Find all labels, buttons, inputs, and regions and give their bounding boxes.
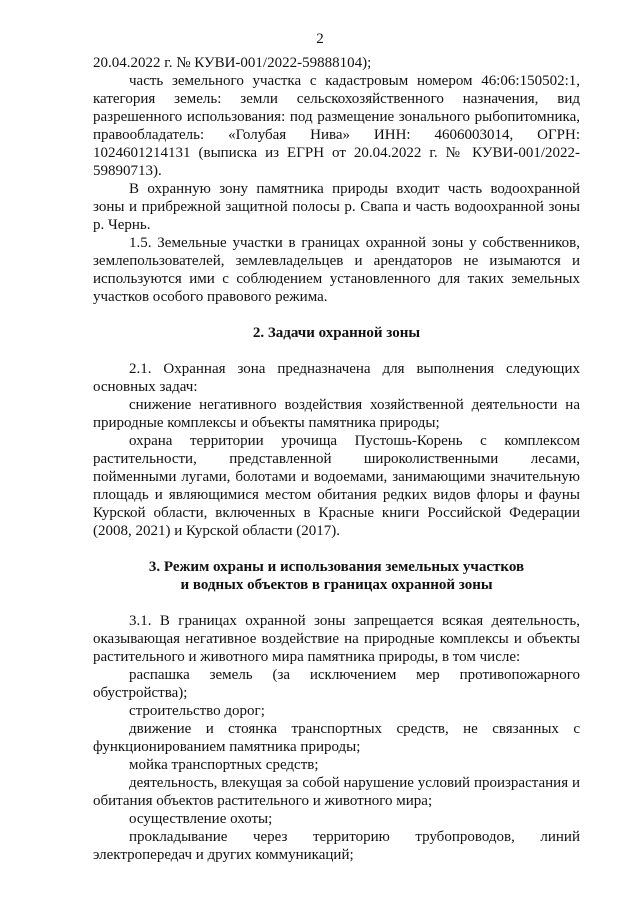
list-item: движение и стоянка транспортных средств, не связанных с функционированием памятника природы;	[93, 721, 580, 755]
section-heading-3-line2: и водных объектов в границах охранной зоны	[180, 577, 493, 593]
list-item: осуществление охоты;	[129, 811, 273, 827]
paragraph: 2.1. Охранная зона предназначена для выполнения следующих основных задач:	[93, 361, 580, 395]
list-item: распашка земель (за исключением мер противопожарного обустройства);	[93, 667, 580, 701]
paragraph: снижение негативного воздействия хозяйственной деятельности на природные комплексы и объекты памятника природы;	[93, 397, 580, 431]
paragraph: 1.5. Земельные участки в границах охранной зоны у собственников, землепользователей, землевладельцев и арендаторов не изымаются и используются ими с соблюдением установленного для таких земельных участков особого правового режима.	[93, 235, 580, 305]
page-number: 2	[316, 31, 324, 47]
paragraph: В охранную зону памятника природы входит часть водоохранной зоны и прибрежной защитной полосы р. Свапа и часть водоохранной зоны р. Чернь.	[93, 181, 580, 233]
list-item: мойка транспортных средств;	[129, 757, 319, 773]
section-heading-3-line1: 3. Режим охраны и использования земельных участков	[148, 559, 525, 575]
paragraph: 20.04.2022 г. № КУВИ-001/2022-59888104);	[93, 55, 372, 71]
section-heading-2: 2. Задачи охранной зоны	[252, 325, 421, 341]
list-item: прокладывание через территорию трубопроводов, линий электропередач и других коммуникаций;	[93, 829, 580, 863]
list-item: строительство дорог;	[129, 703, 265, 719]
paragraph: охрана территории урочища Пустошь-Корень с комплексом растительности, представленной широколиственными лесами, пойменными лугами, болотами и водоемами, занимающими значительную площадь и являющимися местом обитания редких видов флоры и фауны Курской области, включенных в Красные книги Российской Федерации (2008, 2021) и Курской области (2017).	[93, 433, 580, 539]
document-body	[93, 54, 580, 864]
paragraph: 3.1. В границах охранной зоны запрещается всякая деятельность, оказывающая негативное воздействие на природные комплексы и объекты растительного и животного мира памятника природы, в том числе:	[93, 613, 580, 665]
paragraph: часть земельного участка с кадастровым номером 46:06:150502:1, категория земель: земли сельскохозяйственного назначения, вид разрешенного использования: под размещение зонального рыбопитомника, правообладатель: «Голубая Нива» ИНН: 4606003014, ОГРН: 1024601214131 (выписка из ЕГРН от 20.04.2022 г. № КУВИ-001/2022-59890713).	[93, 73, 580, 179]
list-item: деятельность, влекущая за собой нарушение условий произрастания и обитания объектов растительного и животного мира;	[93, 775, 580, 809]
